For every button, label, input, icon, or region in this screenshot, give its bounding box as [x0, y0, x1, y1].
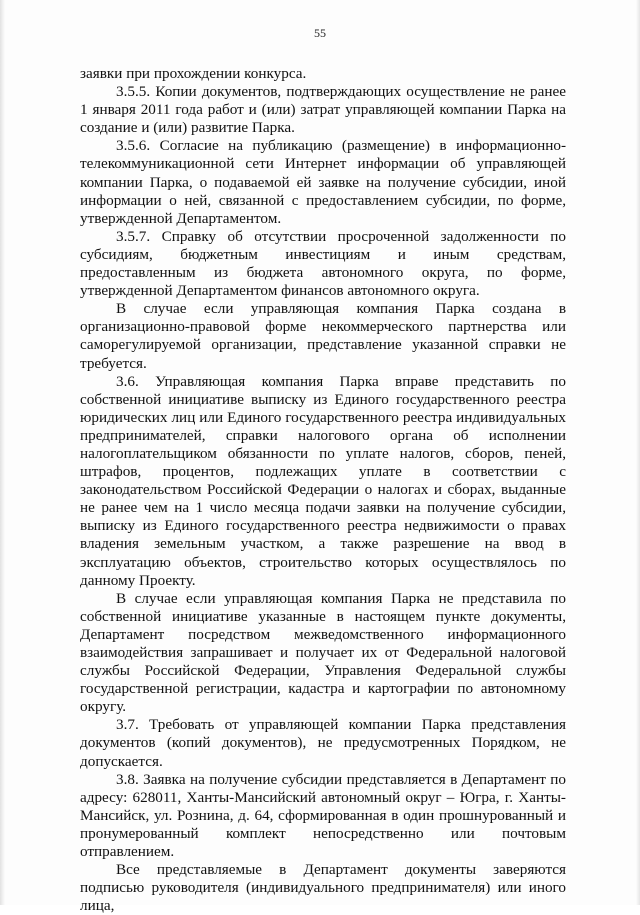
page-right-edge: [636, 0, 640, 905]
paragraph-3-5-5: 3.5.5. Копии документов, подтверждающих осуществление не ранее 1 января 2011 года работ и (или) затрат управляющей компании Парка на создание и (или) развитие Парка.: [80, 83, 566, 137]
paragraph-3-6: 3.6. Управляющая компания Парка вправе представить по собственной инициативе выписку из Единого государственного реестра юридических лиц или Единого государственного реестра индивидуальных предпринимателей, справки налогового органа об исполнении налогоплательщиком обязанности по уплате налогов, сборов, пеней, штрафов, процентов, подлежащих уплате в соответствии с законодательством Российской Федерации о налогах и сборах, выданные не ранее чем на 1 число месяца подачи заявки на получение субсидии, выписку из Единого государственного реестра недвижимости о правах владения земельным участком, а также разрешение на ввод в эксплуатацию объектов, строительство которых осуществлялось по данному Проекту.: [80, 372, 566, 589]
paragraph-3-8-certification: Все представляемые в Департамент документы заверяются подписью руководителя (индивидуального предпринимателя) или иного лица,: [80, 861, 566, 915]
document-body: [80, 65, 566, 915]
paragraph-3-8: 3.8. Заявка на получение субсидии представляется в Департамент по адресу: 628011, Ханты-Мансийский автономный округ – Югра, г. Ханты-Мансийск, ул. Рознина, д. 64, сформированная в один прошнурованный и пронумерованный комплект непосредственно или почтовым отправлением.: [80, 770, 566, 861]
page-number: 55: [314, 26, 326, 40]
paragraph-3-5-7-exception: В случае если управляющая компания Парка создана в организационно-правовой форме некоммерческого партнерства или саморегулируемой организации, представление указанной справки не требуется.: [80, 300, 566, 372]
page-left-edge: [0, 0, 5, 905]
paragraph-3-7: 3.7. Требовать от управляющей компании Парка представления документов (копий документов), не предусмотренных Порядком, не допускается.: [80, 716, 566, 770]
paragraph-3-5-6: 3.5.6. Согласие на публикацию (размещение) в информационно-телекоммуникационной сети Интернет информации об управляющей компании Парка, о подаваемой ей заявке на получение субсидии, иной информации о ней, связанной с предоставлением субсидии, по форме, утвержденной Департаментом.: [80, 137, 566, 227]
paragraph-3-5-7: 3.5.7. Справку об отсутствии просроченной задолженности по субсидиям, бюджетным инвестициям и иным средствам, предоставленным из бюджета автономного округа, по форме, утвержденной Департаментом финансов автономного округа.: [80, 227, 566, 300]
paragraph-3-6-interagency: В случае если управляющая компания Парка не представила по собственной инициативе указанные в настоящем пункте документы, Департамент посредством межведомственного информационного взаимодействия запрашивает и получает их от Федеральной налоговой службы Российской Федерации, Управления Федеральной службы государственной регистрации, кадастра и картографии по автономному округу.: [80, 589, 566, 716]
paragraph-continuation: заявки при прохождении конкурса.: [80, 65, 307, 82]
